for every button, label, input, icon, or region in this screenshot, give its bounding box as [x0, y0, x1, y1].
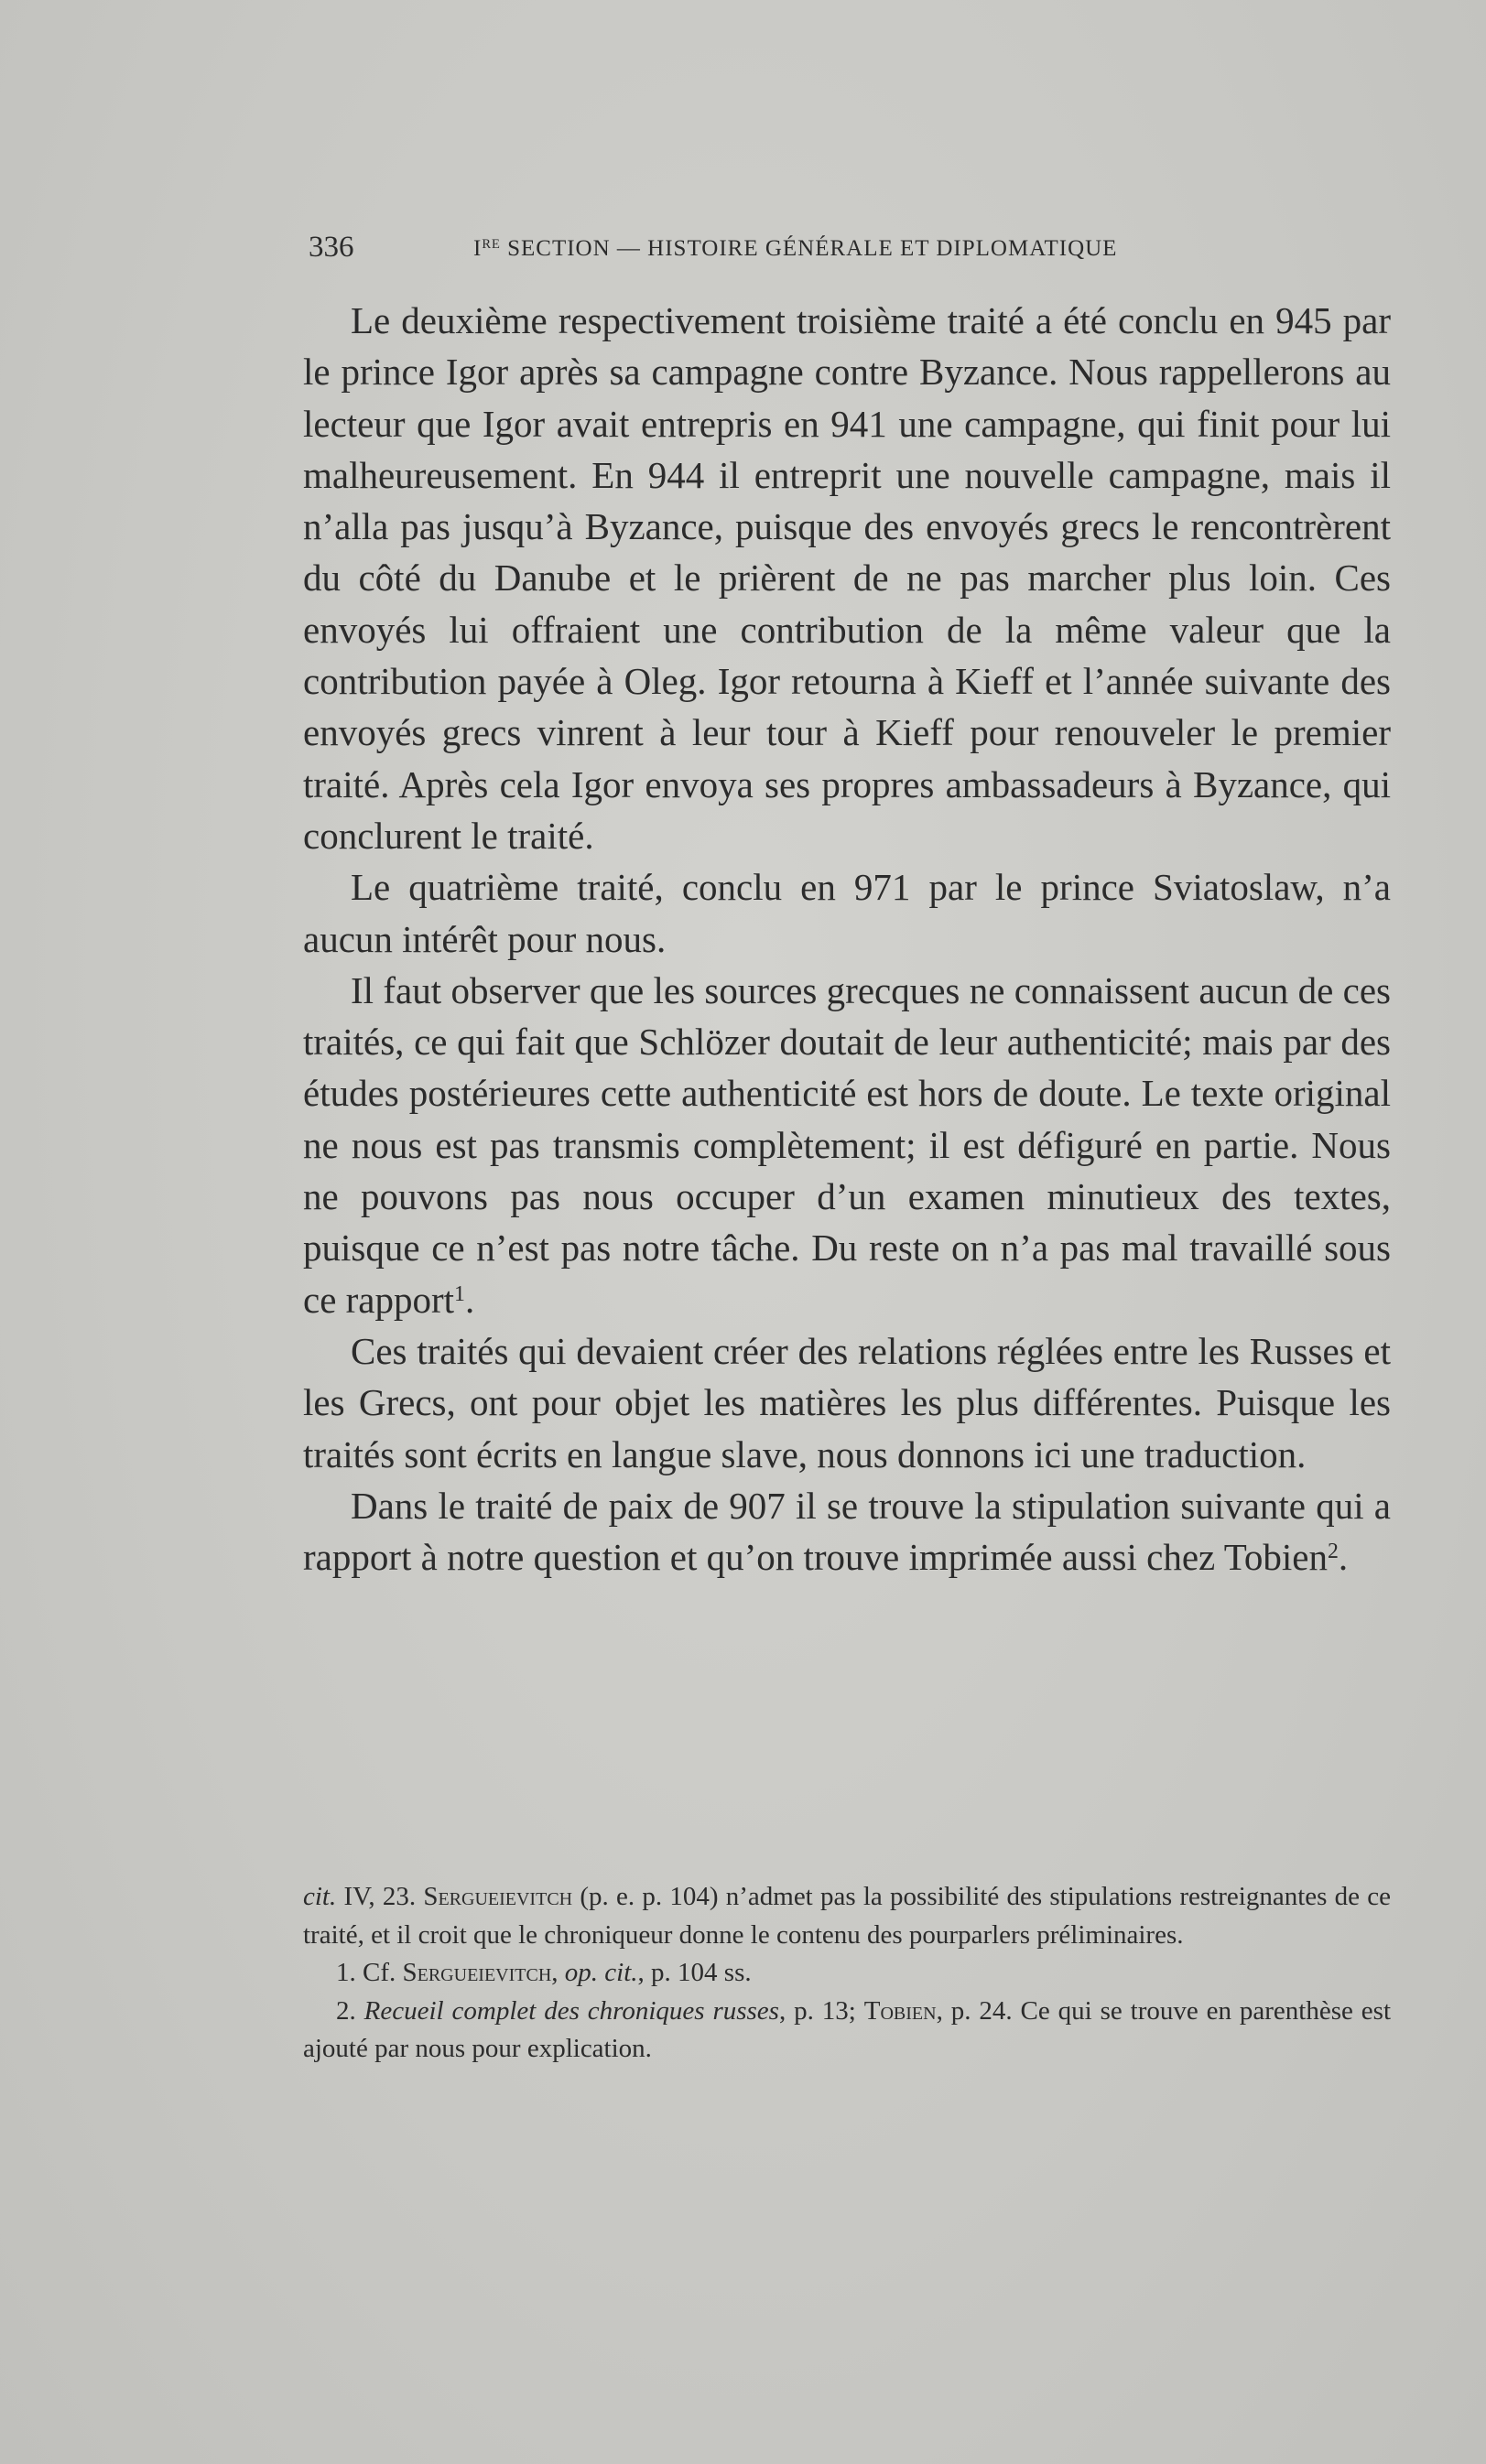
section-heading: SECTION — HISTOIRE GÉNÉRALE ET DIPLOMATIQUE: [500, 236, 1118, 261]
footnote-cit: cit.: [303, 1882, 337, 1911]
footnote-text: ,: [551, 1958, 565, 1987]
footnote-text: , p. 104 ss.: [637, 1958, 752, 1987]
footnote-1: [303, 1954, 1391, 1993]
footnote-ref-1[interactable]: 1: [454, 1281, 465, 1306]
body-text: [303, 295, 1391, 1583]
footnote-text: , p. 24. Ce qui se trouve en parenthèse est ajouté par nous pour explication.: [303, 1995, 1391, 2063]
paragraph: Le deuxième respectivement troisième traité a été conclu en 945 par le prince Igor après sa campagne contre Byzance. Nous rappellerons au lecteur que Igor avait entrepris en 941 une campagne, qui finit pour lui malheureusement. En 944 il entreprit une nouvelle campagne, mais il n’alla pas jusqu’à Byzance, puisque des envoyés grecs le rencontrèrent du côté du Danube et le prièrent de ne pas marcher plus loin. Ces envoyés lui offraient une contribution de la même valeur que la contribution payée à Oleg. Igor retourna à Kieff et l’année suivante des envoyés grecs vinrent à leur tour à Kieff pour renouveler le premier traité. Après cela Igor envoya ses propres ambassadeurs à Byzance, qui conclurent le traité.: [303, 299, 1391, 857]
footnote-author: Sergueievitch: [402, 1958, 552, 1987]
page-number: 336: [309, 231, 354, 264]
paragraph: Le quatrième traité, conclu en 971 par le prince Sviatoslaw, n’a aucun intérêt pour nous.: [303, 866, 1391, 960]
footnote-ref-title: Recueil complet des chroniques russes: [363, 1995, 779, 2026]
footnote-ref-2[interactable]: 2: [1328, 1540, 1339, 1564]
running-head: [309, 231, 1233, 267]
footnote-text: (p. e. p. 104) n’admet pas la possibilité des stipulations restreignantes de ce traité, et il croit que le chroniqueur donne le contenu des pourparlers préliminaires.: [303, 1882, 1391, 1950]
paragraph-text: Dans le traité de paix de 907 il se trouve la stipulation suivante qui a rapport à notre question et qu’on trouve imprimée aussi chez Tobien: [303, 1484, 1391, 1579]
section-title: [473, 236, 1117, 262]
footnote-number: 1. Cf.: [336, 1958, 403, 1987]
footnote-ref-title: op. cit.: [564, 1958, 638, 1987]
section-suffix: RE: [482, 237, 501, 253]
footnote-text: IV, 23.: [336, 1882, 424, 1911]
footnote-2: [303, 1993, 1391, 2069]
paragraph-text: Il faut observer que les sources grecques ne connaissent aucun de ces traités, ce qui fait que Schlözer doutait de leur authenticité; mais par des études postérieures cette authenticité est hors de doute. Le texte original ne nous est pas transmis complètement; il est défiguré en partie. Nous ne pouvons pas nous occuper d’un examen minutieux des textes, puisque ce n’est pas notre tâche. Du reste on n’a pas mal travaillé sous ce rapport: [303, 968, 1391, 1321]
paragraph-end: .: [1338, 1536, 1349, 1579]
footnote-number: 2.: [336, 1995, 364, 2026]
footnote-continued: [303, 1878, 1391, 1954]
paragraph: Ces traités qui devaient créer des relations réglées entre les Russes et les Grecs, ont pour objet les matières les plus différentes. Puisque les traités sont écrits en langue slave, nous donnons ici une traduction.: [303, 1329, 1391, 1475]
paragraph: [303, 965, 1391, 1325]
footnote-author: Tobien: [863, 1995, 937, 2026]
footnote-text: , p. 13;: [778, 1995, 864, 2026]
paragraph-end: .: [464, 1278, 475, 1321]
section-number: I: [473, 236, 483, 261]
footnote-author: Sergueievitch: [423, 1882, 573, 1911]
paragraph: [303, 1480, 1391, 1583]
footnotes: [303, 1878, 1391, 2069]
